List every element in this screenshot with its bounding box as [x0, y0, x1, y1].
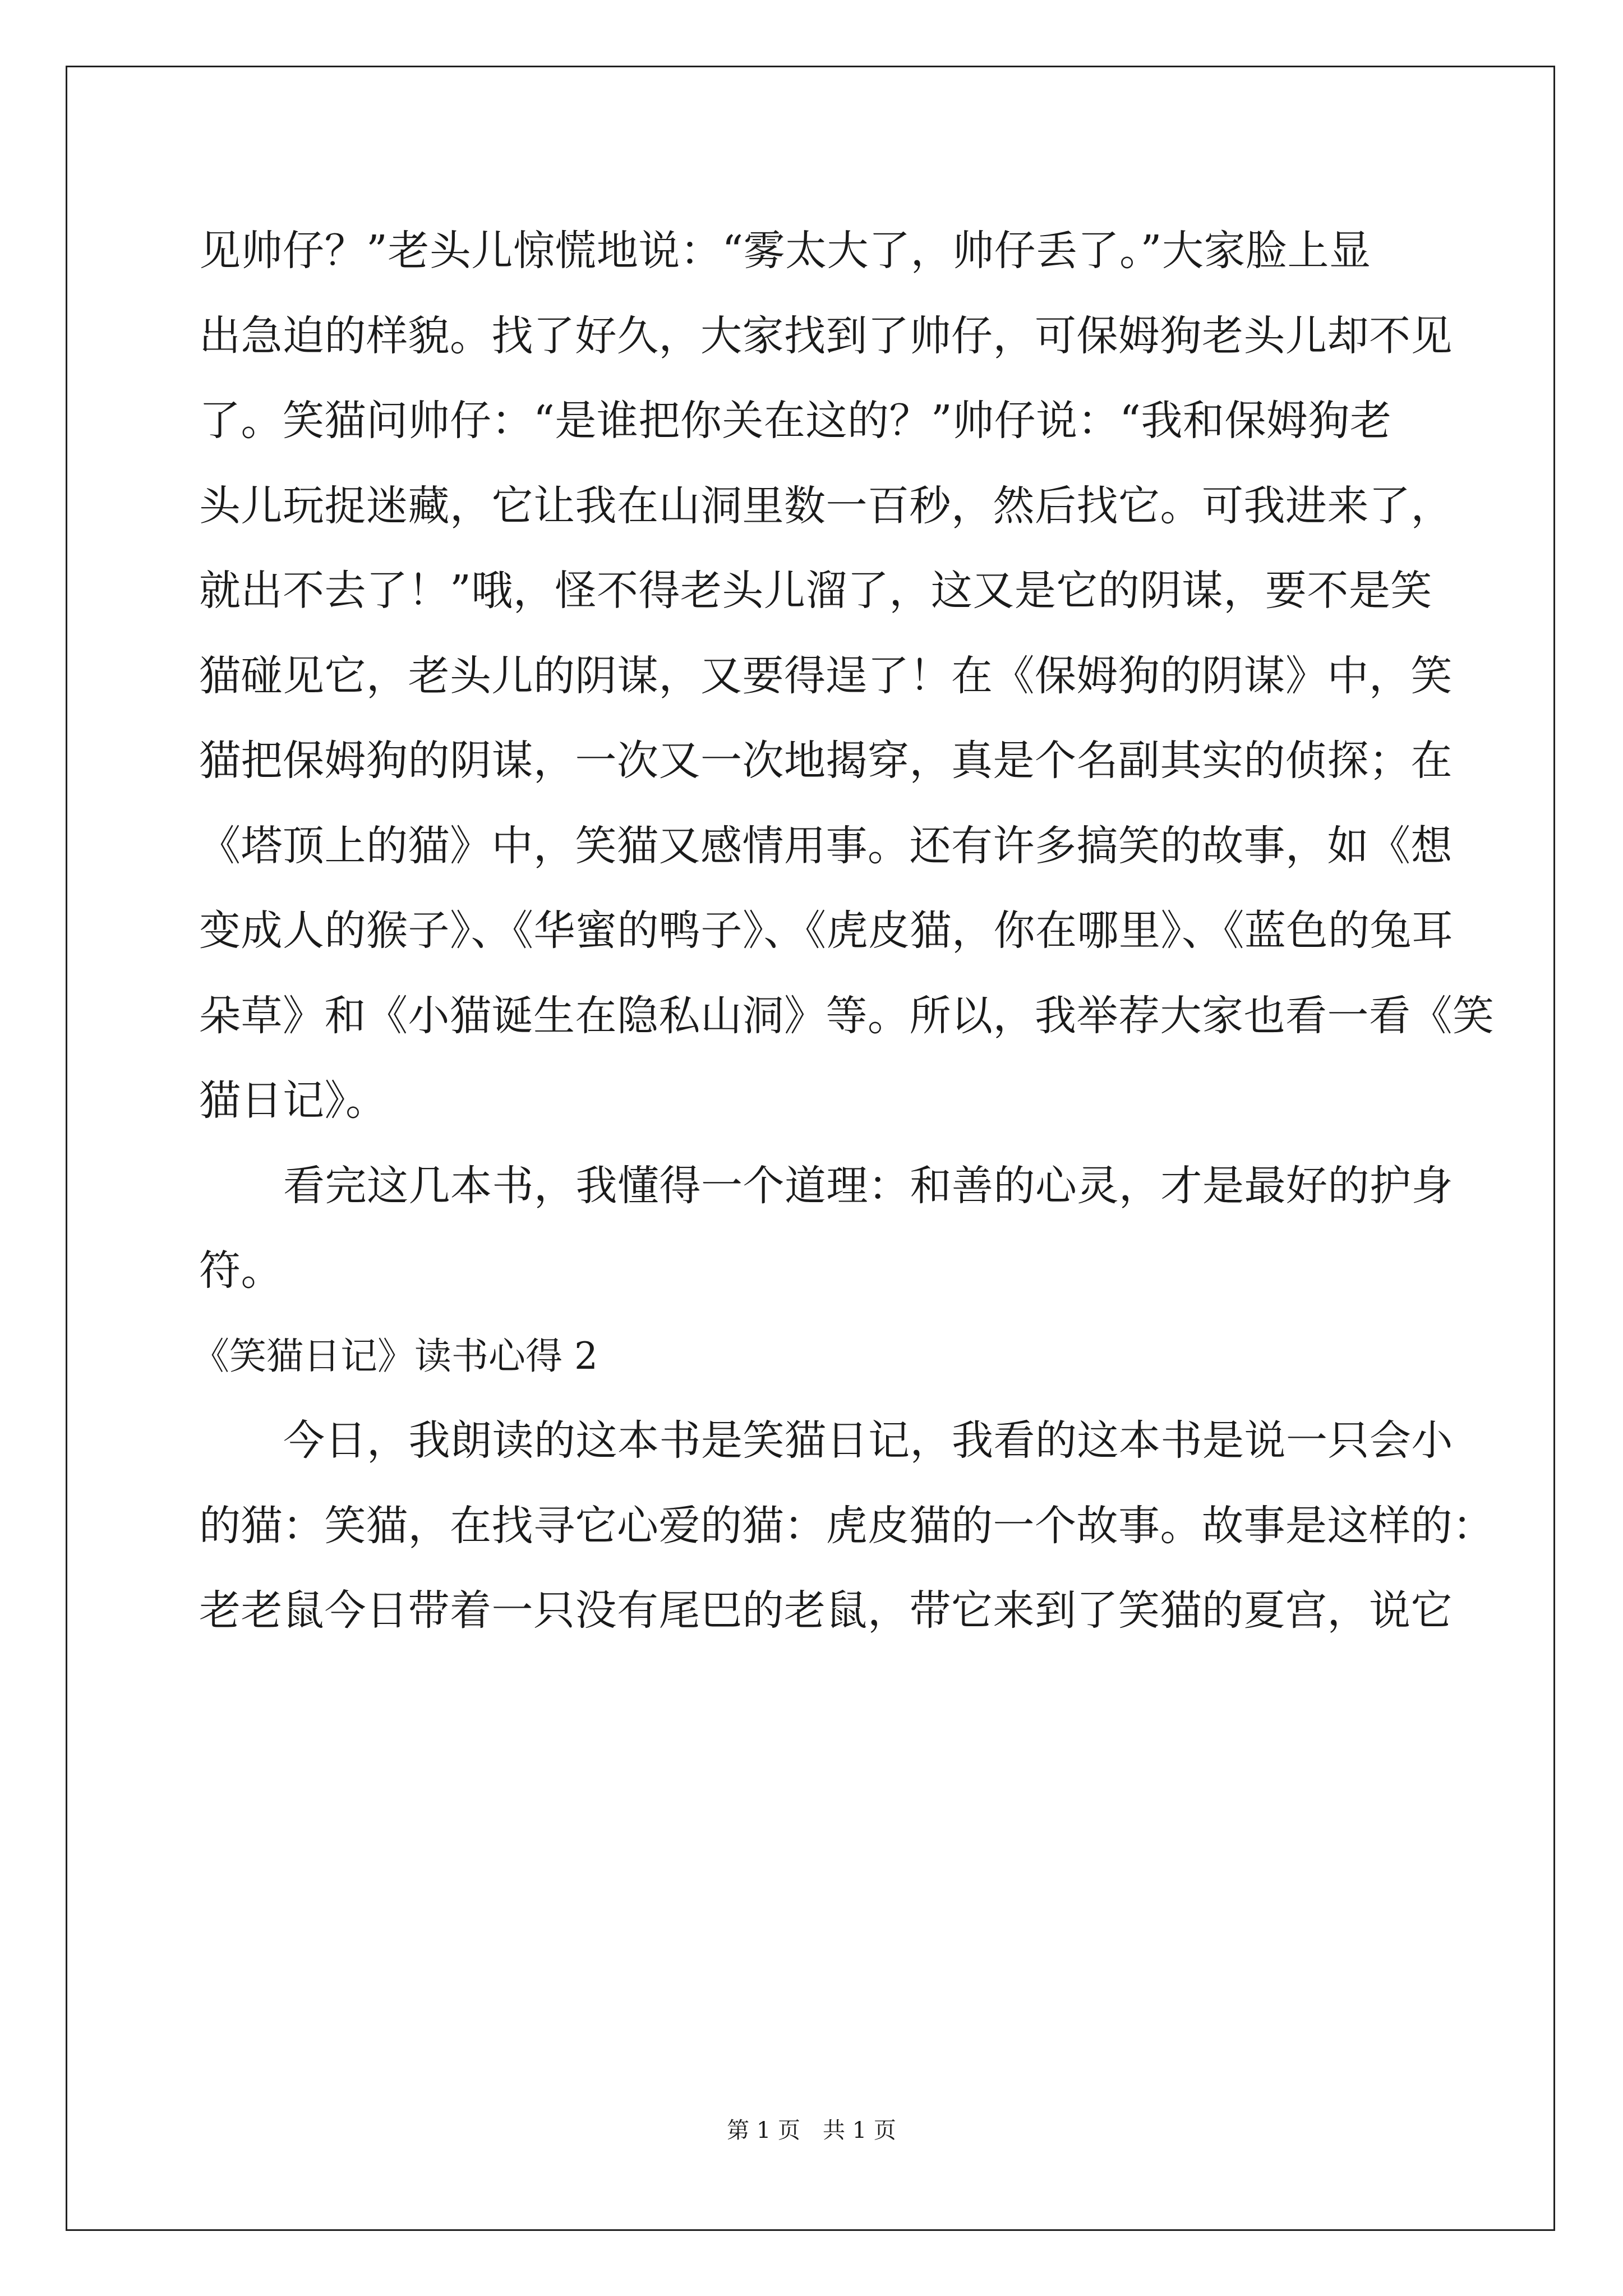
text-line: 符。 — [199, 1246, 283, 1295]
text-line: 老老鼠今日带着一只没有尾巴的老鼠，带它来到了笑猫的夏宫，说它 — [199, 1586, 1453, 1635]
page-footer — [0, 2114, 1623, 2147]
text-line: 《塔顶上的猫》中，笑猫又感情用事。还有许多搞笑的故事，如《想 — [199, 821, 1453, 870]
document-body — [192, 209, 1495, 1654]
text-line: 出急迫的样貌。找了好久，大家找到了帅仔，可保姆狗老头儿却不见 — [199, 311, 1453, 360]
page-total: 共 1 页 — [823, 2118, 896, 2143]
text-line: 了。笑猫问帅仔：“是谁把你关在这的？”帅仔说：“我和保姆狗老 — [199, 397, 1392, 445]
page-number: 第 1 页 — [727, 2118, 800, 2143]
text-line: 猫日记》。 — [199, 1076, 388, 1125]
text-line: 头儿玩捉迷藏，它让我在山洞里数一百秒，然后找它。可我进来了， — [199, 481, 1453, 530]
text-line: 猫把保姆狗的阴谋，一次又一次地揭穿，真是个名副其实的侦探；在 — [199, 737, 1453, 785]
text-line: 朵草》和《小猫诞生在隐私山洞》等。所以，我举荐大家也看一看《笑 — [199, 991, 1495, 1040]
section-heading: 《笑猫日记》读书心得 2 — [192, 1334, 598, 1378]
text-line: 猫碰见它，老头儿的阴谋，又要得逞了！在《保姆狗的阴谋》中，笑 — [199, 651, 1453, 700]
paragraph-start-line: 今日，我朗读的这本书是笑猫日记，我看的这本书是说一只会小 — [283, 1416, 1453, 1465]
text-line: 变成人的猴子》、《华蜜的鸭子》、《虎皮猫，你在哪里》、《蓝色的兔耳 — [199, 907, 1454, 955]
text-line: 见帅仔？”老头儿惊慌地说：“雾太大了，帅仔丢了。”大家脸上显 — [199, 227, 1371, 275]
paragraph-start-line: 看完这几本书，我懂得一个道理：和善的心灵，才是最好的护身 — [283, 1161, 1453, 1210]
text-line: 就出不去了！”哦，怪不得老头儿溜了，这又是它的阴谋，要不是笑 — [199, 567, 1432, 615]
text-line: 的猫：笑猫，在找寻它心爱的猫：虎皮猫的一个故事。故事是这样的： — [199, 1501, 1495, 1550]
